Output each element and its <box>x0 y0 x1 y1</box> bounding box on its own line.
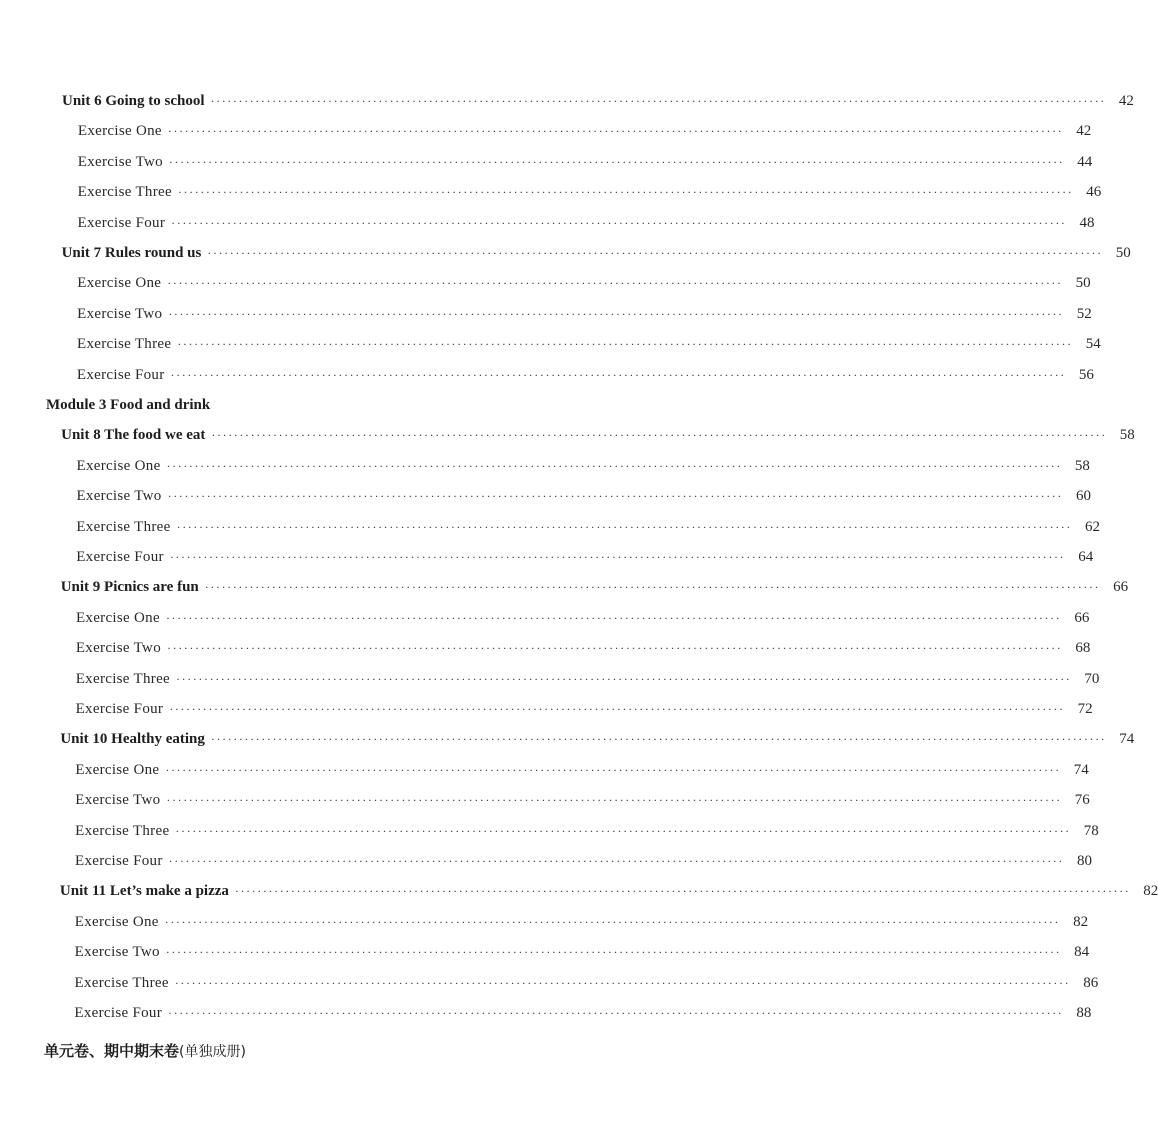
toc-unit-row <box>61 241 1131 265</box>
dot-leader: ································································································································································ <box>168 306 1064 321</box>
dot-leader: ································································································································································ <box>174 975 1071 990</box>
dot-leader: ································································································································································ <box>210 732 1107 747</box>
toc-exercise-row <box>76 363 1094 387</box>
toc-page-number: 82 <box>1073 913 1089 930</box>
toc-exercise-row <box>75 819 1099 843</box>
toc-page-number: 60 <box>1075 488 1091 505</box>
toc-exercise-label: Exercise One <box>77 123 162 140</box>
toc-unit-row <box>60 727 1135 751</box>
toc-exercise-row <box>74 910 1089 934</box>
toc-exercise-label: Exercise Three <box>75 670 171 687</box>
dot-leader: ································································································································································ <box>167 124 1064 139</box>
dot-leader: ································································································································································ <box>167 489 1063 504</box>
toc-exercise-label: Exercise One <box>75 761 160 778</box>
toc-page-number: 64 <box>1078 549 1094 565</box>
toc-exercise-label: Exercise Three <box>77 336 172 353</box>
toc-page-number: 86 <box>1083 974 1099 991</box>
toc-page-number: 42 <box>1076 123 1092 140</box>
toc-exercise-row <box>74 971 1099 995</box>
toc-exercise-label: Exercise Four <box>76 549 164 565</box>
toc-exercise-label: Exercise Four <box>75 701 164 717</box>
toc-page-number: 44 <box>1077 153 1093 170</box>
toc-page-number: 46 <box>1086 184 1102 201</box>
toc-page-number: 50 <box>1115 245 1131 261</box>
toc-exercise-row <box>77 211 1095 235</box>
dot-leader: ································································································································································ <box>170 367 1066 382</box>
toc-exercise-label: Exercise Two <box>75 792 161 809</box>
toc-page-number: 74 <box>1119 731 1135 748</box>
toc-page-number: 62 <box>1084 518 1100 535</box>
dot-leader: ································································································································································ <box>211 428 1107 443</box>
toc-exercise-label: Exercise Three <box>76 518 171 535</box>
toc-exercise-row <box>76 515 1100 539</box>
dot-leader: ································································································································································ <box>171 215 1067 230</box>
toc-exercise-row <box>75 636 1091 660</box>
toc-exercise-label: Exercise Three <box>75 822 170 839</box>
toc-exercise-row <box>75 667 1100 691</box>
toc-exercise-row <box>74 940 1090 964</box>
toc-module-label: Module 3 Food and drink <box>46 397 211 413</box>
toc-page-number: 54 <box>1085 336 1101 353</box>
dot-leader: ································································································································································ <box>166 458 1062 473</box>
toc-unit-row <box>62 89 1134 113</box>
toc-exercise-label: Exercise One <box>76 457 161 474</box>
footer-main-text: 单元卷、期中期末卷 <box>44 1042 180 1060</box>
dot-leader: ································································································································································ <box>204 580 1101 595</box>
toc-exercise-label: Exercise Two <box>75 640 161 657</box>
toc-exercise-label: Exercise Four <box>75 853 163 869</box>
toc-exercise-row <box>76 545 1094 569</box>
toc-page-number: 48 <box>1079 214 1095 231</box>
footer-sub-text: (单独成册) <box>179 1044 246 1060</box>
dot-leader: ································································································································································ <box>167 641 1063 656</box>
toc-page-number: 50 <box>1075 275 1091 292</box>
toc-page-number: 74 <box>1073 761 1089 778</box>
dot-leader: ································································································································································ <box>165 945 1062 960</box>
toc-exercise-label: Exercise Two <box>77 153 163 170</box>
dot-leader: ································································································································································ <box>169 702 1065 716</box>
toc-page-number: 78 <box>1083 822 1099 839</box>
toc-page-number: 88 <box>1076 1005 1092 1021</box>
dot-leader: ································································································································································ <box>165 762 1061 777</box>
toc-exercise-row <box>76 454 1090 478</box>
toc-exercise-label: Exercise One <box>75 609 160 626</box>
toc-exercise-row <box>76 484 1091 508</box>
dot-leader: ································································································································································ <box>166 793 1062 808</box>
dot-leader: ································································································································································ <box>169 550 1066 564</box>
dot-leader: ································································································································································ <box>177 185 1074 200</box>
toc-unit-label: Unit 10 Healthy eating <box>60 731 205 748</box>
toc-page-number: 82 <box>1143 883 1158 900</box>
toc-exercise-label: Exercise Four <box>77 214 166 231</box>
toc-page-number: 58 <box>1119 427 1135 444</box>
toc-unit-label: Unit 8 The food we eat <box>61 427 206 444</box>
dot-leader: ································································································································································ <box>168 154 1065 169</box>
toc-exercise-row <box>75 849 1092 873</box>
toc-exercise-label: Exercise Two <box>76 488 162 505</box>
toc-page-number: 72 <box>1077 701 1093 717</box>
toc-exercise-label: Exercise Four <box>74 1005 163 1021</box>
dot-leader: ································································································································································ <box>177 337 1073 352</box>
toc-exercise-label: Exercise Two <box>74 944 160 961</box>
toc-unit-label: Unit 11 Let’s make a pizza <box>59 883 229 900</box>
dot-leader: ································································································································································ <box>210 94 1106 108</box>
toc-exercise-label: Exercise Three <box>74 974 169 991</box>
toc-unit-row <box>61 423 1135 447</box>
toc-exercise-row <box>77 332 1101 356</box>
toc-exercise-row <box>75 758 1089 782</box>
toc-exercise-row <box>77 119 1092 143</box>
toc-page-number: 70 <box>1084 670 1100 687</box>
toc-exercise-label: Exercise Two <box>77 305 163 322</box>
footer-note <box>44 1040 246 1061</box>
toc-unit-row <box>60 575 1129 599</box>
toc-page-number: 58 <box>1074 457 1090 474</box>
dot-leader: ································································································································································ <box>167 276 1063 291</box>
toc-exercise-row <box>75 788 1090 812</box>
toc-unit-label: Unit 6 Going to school <box>62 93 205 109</box>
dot-leader: ································································································································································ <box>164 914 1061 929</box>
dot-leader: ································································································································································ <box>168 1006 1064 1020</box>
toc-exercise-row <box>77 302 1092 326</box>
toc-unit-label: Unit 7 Rules round us <box>61 245 202 261</box>
toc-exercise-row <box>77 180 1102 204</box>
toc-page-number: 42 <box>1118 93 1134 109</box>
dot-leader: ································································································································································ <box>168 854 1064 868</box>
toc-page-number: 52 <box>1076 305 1092 322</box>
toc-exercise-label: Exercise Three <box>77 184 172 201</box>
toc-page-number: 68 <box>1075 640 1091 657</box>
toc-exercise-row <box>75 697 1093 721</box>
toc-exercise-label: Exercise Four <box>76 366 165 383</box>
toc-exercise-label: Exercise One <box>74 913 159 930</box>
toc-page-number: 66 <box>1074 609 1090 626</box>
toc-page-number: 66 <box>1113 579 1129 596</box>
toc-exercise-row <box>77 271 1091 295</box>
toc-exercise-row <box>75 606 1090 630</box>
toc-exercise-row <box>77 150 1093 174</box>
toc-module-row <box>46 393 738 417</box>
toc-unit-label: Unit 9 Picnics are fun <box>60 579 199 596</box>
toc-exercise-label: Exercise One <box>77 275 162 292</box>
toc-page-number: 56 <box>1078 366 1094 383</box>
toc-page-number: 76 <box>1074 792 1090 809</box>
dot-leader: ································································································································································ <box>207 246 1103 260</box>
toc-exercise-row <box>74 1001 1092 1025</box>
dot-leader: ································································································································································ <box>176 671 1072 686</box>
dot-leader: ································································································································································ <box>165 610 1062 625</box>
dot-leader: ································································································································································ <box>176 519 1072 534</box>
toc-unit-row <box>59 879 1158 903</box>
dot-leader: ································································································································································ <box>234 884 1131 899</box>
dot-leader: ································································································································································ <box>175 823 1071 838</box>
toc-page-number: 80 <box>1077 853 1092 869</box>
toc-page-number: 84 <box>1074 944 1090 961</box>
